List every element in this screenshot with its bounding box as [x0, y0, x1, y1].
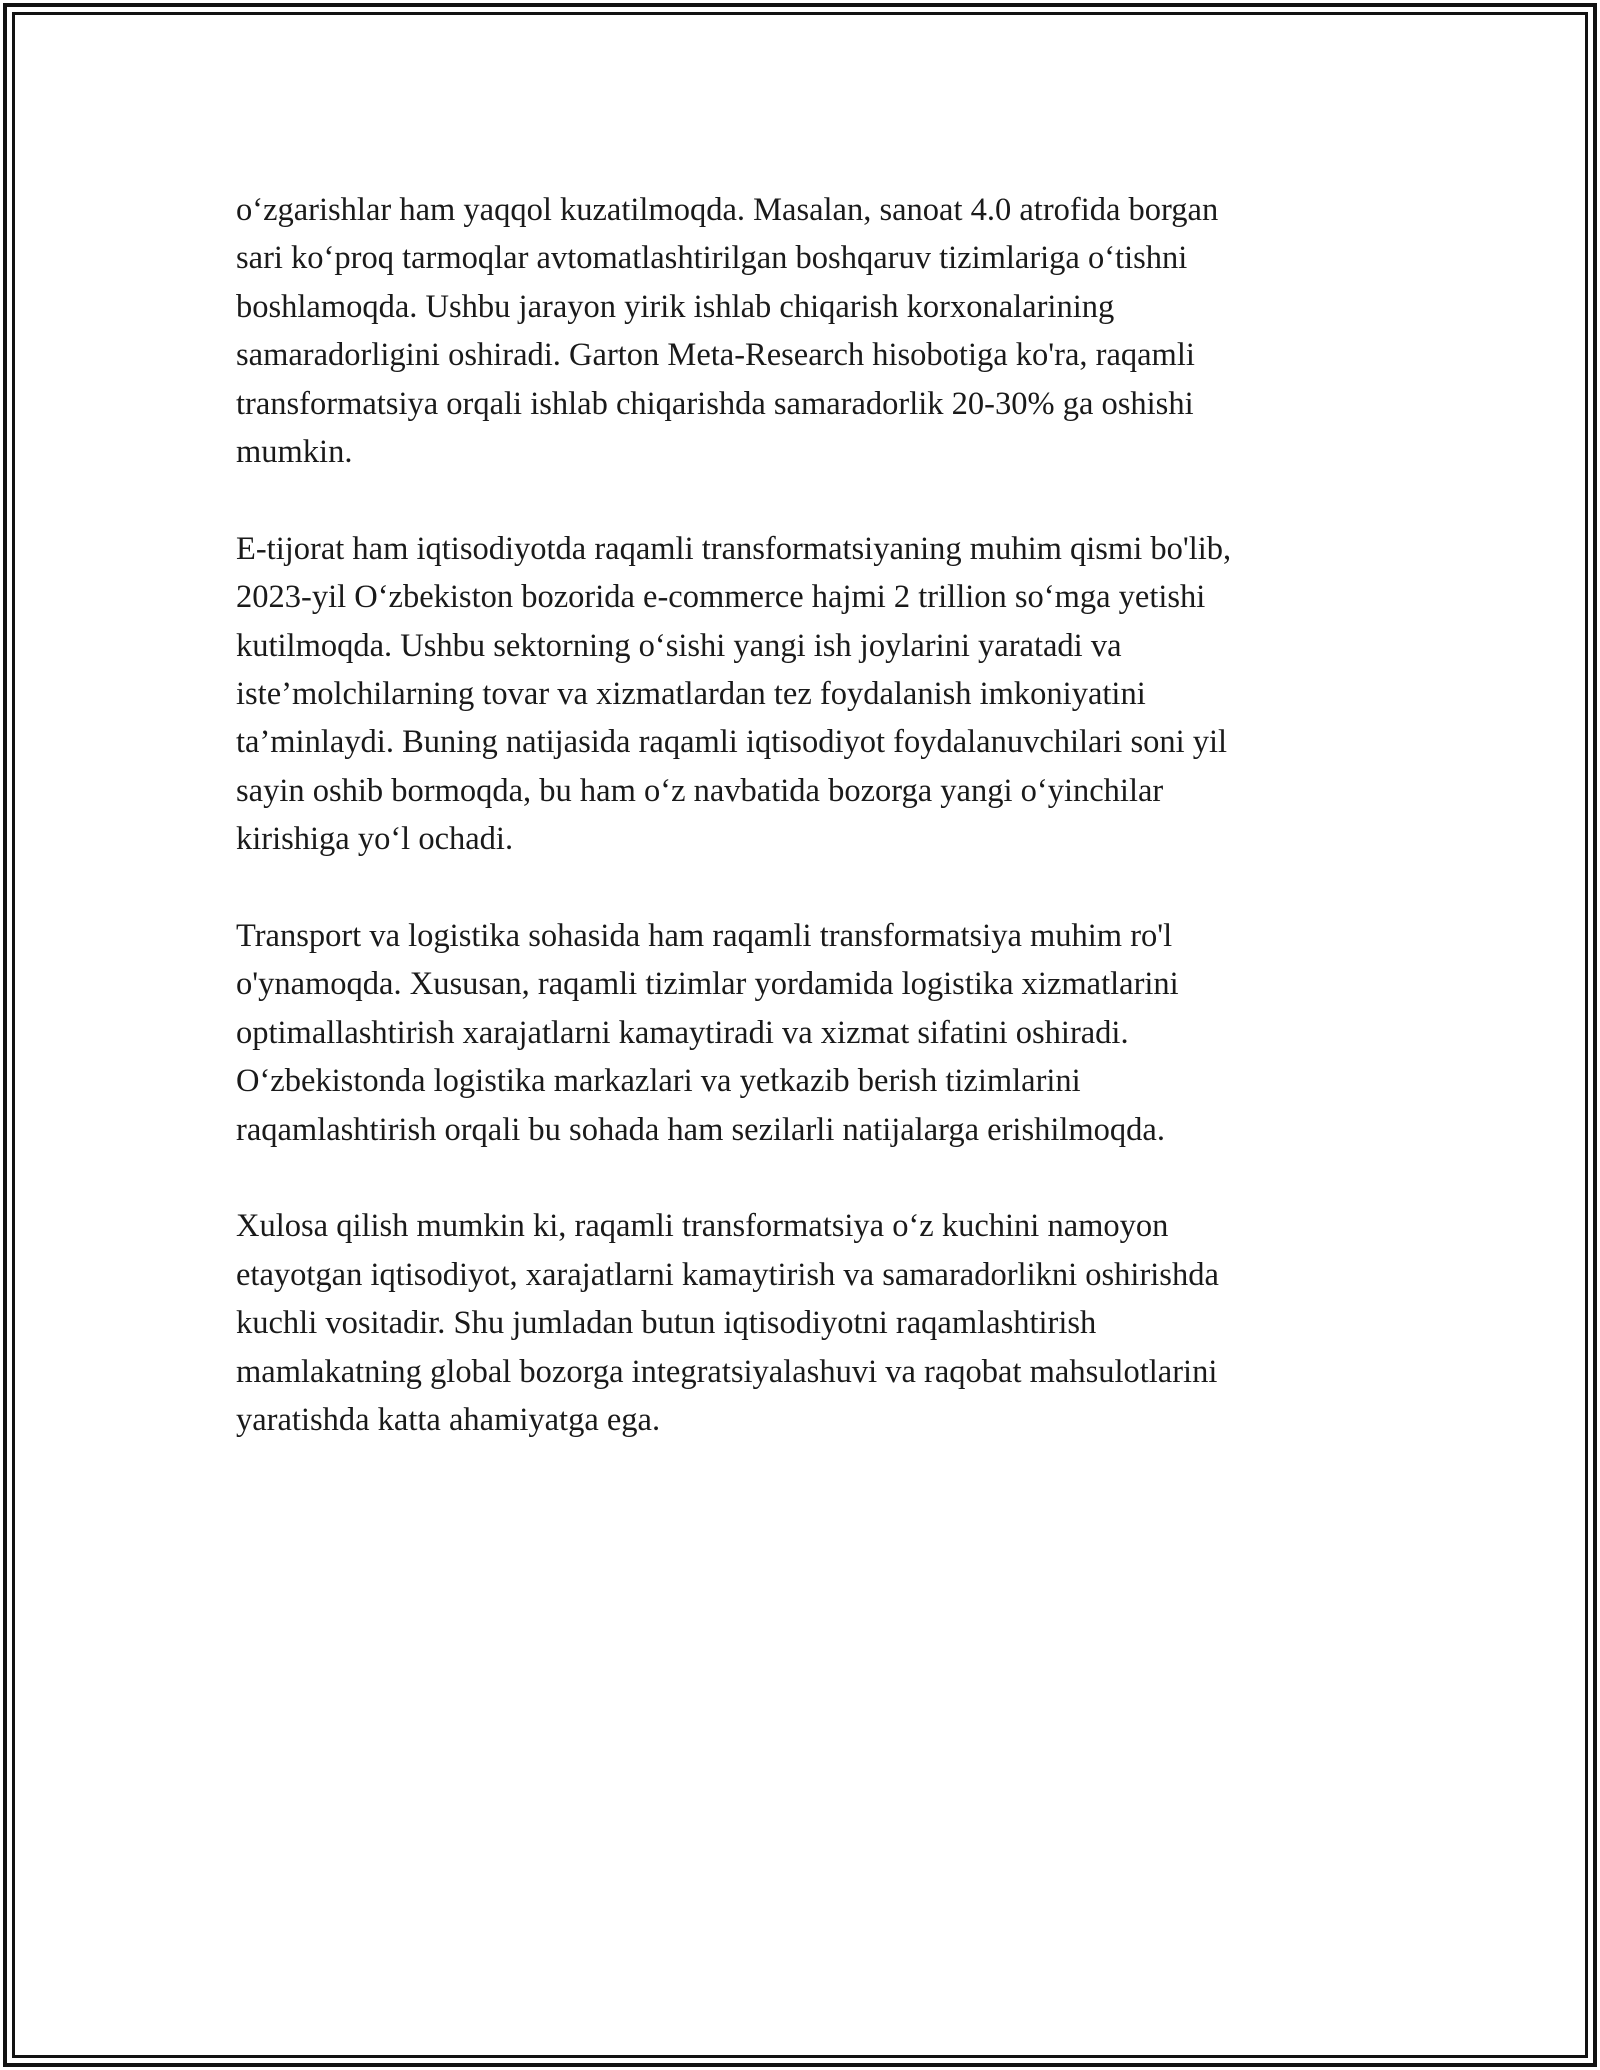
text-line: Transport va logistika sohasida ham raqamli transformatsiya muhim ro'l — [236, 918, 1173, 955]
text-line: 2023-yil O‘zbekiston bozorida e-commerce hajmi 2 trillion so‘mga yetishi — [236, 579, 1206, 616]
text-line: etayotgan iqtisodiyot, xarajatlarni kamaytirish va samaradorlikni oshirishda — [236, 1256, 1219, 1293]
text-line: transformatsiya orqali ishlab chiqarishda samaradorlik 20-30% ga oshishi — [236, 385, 1194, 422]
text-line: kutilmoqda. Ushbu sektorning o‘sishi yangi ish joylarini yaratadi va — [236, 627, 1122, 664]
paragraph-conclusion — [236, 1202, 1386, 1444]
text-line: o‘zgarishlar ham yaqqol kuzatilmoqda. Masalan, sanoat 4.0 atrofida borgan — [236, 192, 1219, 228]
text-line: o'ynamoqda. Xususan, raqamli tizimlar yordamida logistika xizmatlarini — [236, 966, 1179, 1003]
text-line: E-tijorat ham iqtisodiyotda raqamli transformatsiyaning muhim qismi bo'lib, — [236, 530, 1232, 567]
text-line: samaradorligini oshiradi. Garton Meta-Research hisobotiga ko'ra, raqamli — [236, 337, 1195, 374]
paragraph-industry — [236, 186, 1386, 476]
text-line: sayin oshib bormoqda, bu ham o‘z navbatida bozorga yangi o‘yinchilar — [236, 772, 1164, 809]
paragraph-logistics — [236, 912, 1386, 1154]
document-body — [236, 186, 1386, 1493]
text-line: ta’minlaydi. Buning natijasida raqamli iqtisodiyot foydalanuvchilari soni yil — [236, 724, 1228, 761]
text-line: sari ko‘proq tarmoqlar avtomatlashtirilgan boshqaruv tizimlariga o‘tishni — [236, 240, 1188, 277]
text-line: boshlamoqda. Ushbu jarayon yirik ishlab chiqarish korxonalarining — [236, 288, 1115, 325]
text-line: kirishiga yo‘l ochadi. — [236, 821, 514, 858]
text-line: optimallashtirish xarajatlarni kamaytiradi va xizmat sifatini oshiradi. — [236, 1014, 1129, 1051]
text-line: yaratishda katta ahamiyatga ega. — [236, 1402, 661, 1439]
text-line: Xulosa qilish mumkin ki, raqamli transformatsiya o‘z kuchini namoyon — [236, 1208, 1169, 1245]
text-line: O‘zbekistonda logistika markazlari va yetkazib berish tizimlarini — [236, 1063, 1081, 1100]
text-line: mumkin. — [236, 434, 353, 471]
text-line: raqamlashtirish orqali bu sohada ham sezilarli natijalarga erishilmoqda. — [236, 1111, 1165, 1148]
paragraph-ecommerce — [236, 525, 1386, 864]
text-line: kuchli vositadir. Shu jumladan butun iqtisodiyotni raqamlashtirish — [236, 1305, 1097, 1342]
text-line: mamlakatning global bozorga integratsiyalashuvi va raqobat mahsulotlarini — [236, 1353, 1218, 1390]
text-line: iste’molchilarning tovar va xizmatlardan tez foydalanish imkoniyatini — [236, 676, 1146, 713]
